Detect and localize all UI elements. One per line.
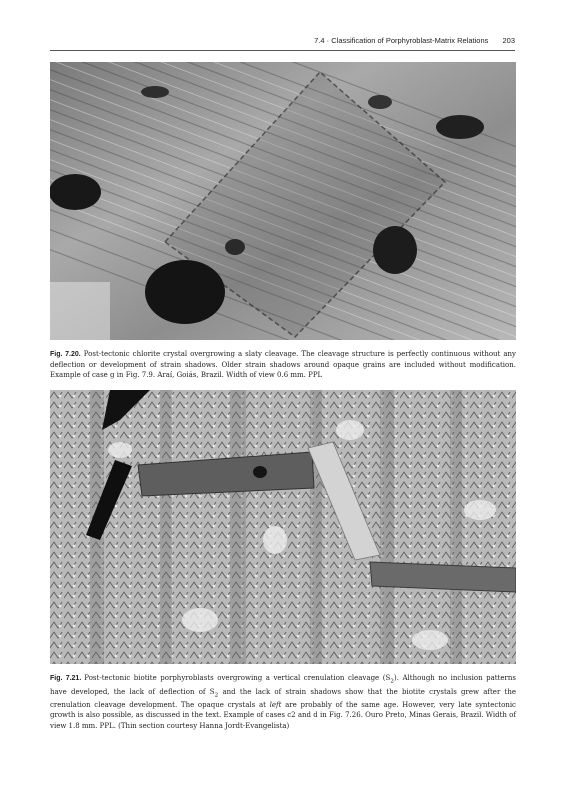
caption-text-part-2: ). Although no inclusion patterns have developed, the lack of deflection of S: [50, 674, 516, 696]
figure-label: Fig. 7.20.: [50, 351, 81, 358]
subscript: 2: [214, 691, 219, 698]
figure-7-20-photomicrograph: [50, 62, 516, 340]
running-title: 7.4 · Classification of Porphyroblast-Matrix Relations: [314, 36, 489, 45]
caption-text: Post-tectonic chlorite crystal overgrowing a slaty cleavage. The cleavage structure is perfectly continuous without any deflection or development of strain shadows. Older strain shadows around opaque grains are included without modification. Example of case g in Fig. 7.9. Araí, Goiás, Brazil. Width of view 0.6 mm. PPL: [50, 350, 516, 380]
figure-7-21-photomicrograph: [50, 390, 516, 664]
running-head: [0, 36, 515, 45]
caption-text-part-4: are probably of the same age. However, very late syntectonic growth is also possible, as discussed in the text. Example of cases c2 and d in Fig. 7.26. Ouro Preto, Minas Gerais, Brazil. Width of view 1.8 mm. PPL. (Thin section courtesy Hanna Jordt-Evangelista): [50, 701, 516, 730]
figure-7-20-caption: [50, 349, 516, 381]
subscript: 2: [390, 678, 394, 685]
caption-text-part-1: Post-tectonic biotite porphyroblasts overgrowing a vertical crenulation cleavage (S: [84, 674, 391, 682]
caption-text-part-3: and the lack of strain shadows show that the biotite crystals grew after the crenulation cleavage development. The opaque crystals at: [50, 687, 516, 710]
figure-label: Fig. 7.21.: [50, 675, 82, 682]
figure-7-21-caption: [50, 673, 516, 731]
page-number: 203: [502, 36, 515, 45]
caption-italic: left: [269, 701, 282, 710]
header-rule: [50, 50, 515, 51]
